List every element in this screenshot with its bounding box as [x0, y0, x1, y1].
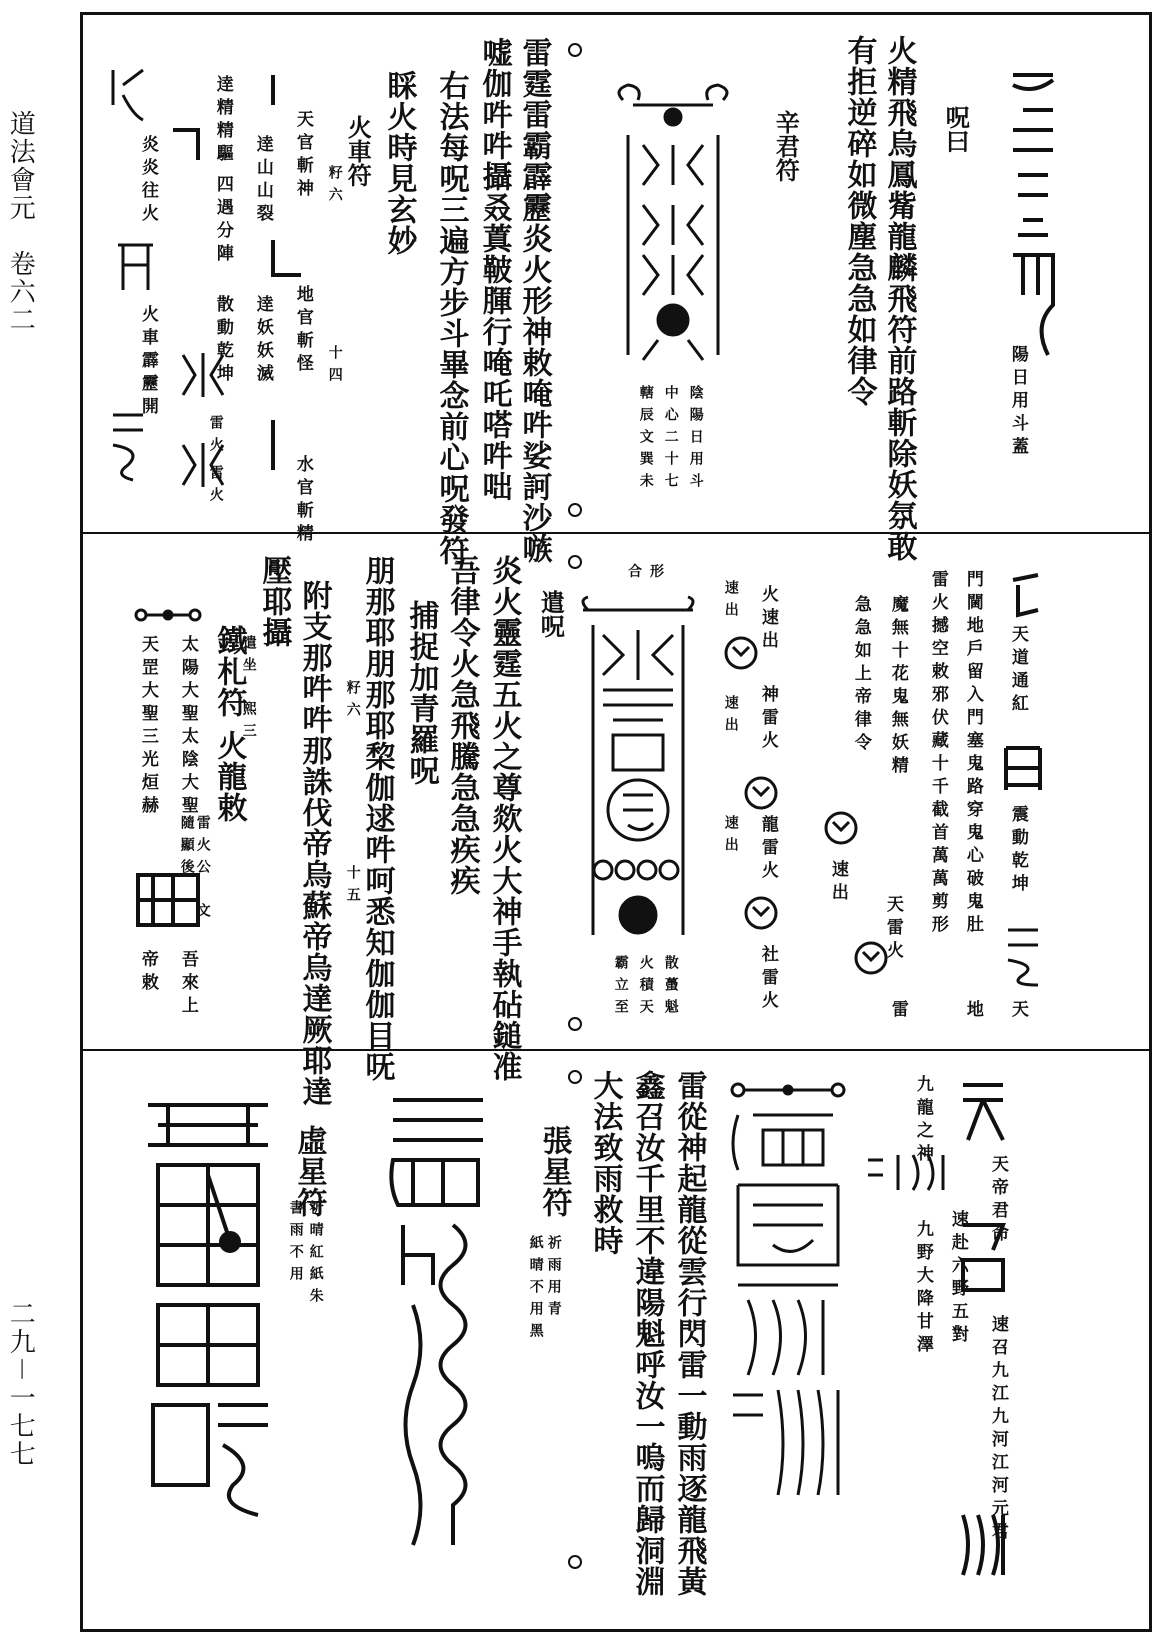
xinjun-talisman-title: 辛君符: [771, 110, 801, 182]
fire-seal-4: [743, 775, 779, 811]
tian-end-label: 天: [1007, 1000, 1028, 1023]
dot-chain-glyph: [133, 605, 203, 625]
xuxing-note: 祈晴紅紙朱: [307, 1200, 324, 1310]
tiezha-title-2: 火龍敕: [211, 730, 247, 823]
zhangxing-note: 祈雨用青: [545, 1235, 562, 1323]
huosu-label: 火速出: [757, 585, 778, 654]
fire-seal-1: [823, 810, 859, 846]
jiulong-label: 九龍之神: [912, 1075, 933, 1167]
di-end-label: 地: [962, 1000, 983, 1023]
tiezha-title: 鐵札符: [211, 625, 247, 718]
book-title: 道法會元 卷六二: [5, 110, 36, 334]
huoche-kai-label: 火車霹靂開: [137, 305, 158, 420]
liu-glyph: [863, 1150, 953, 1195]
xinjun-talisman: [603, 75, 743, 375]
diguan-label: 地官斬怪: [292, 285, 313, 377]
leihuo-label: 雷火: [207, 415, 224, 459]
taiyang-line: 太陽大聖太陰大聖: [177, 635, 198, 819]
spell-line-1: 雷霆雷霸霹靂炎火形神敕唵吽娑訶沙嗾: [516, 37, 552, 564]
river-glyph: [953, 1505, 1013, 1585]
ganliu-note: 籽六: [344, 680, 361, 724]
zhangxing-title: 張星符: [536, 1125, 572, 1218]
yinyang-col-1: 陰陽日用斗: [687, 385, 704, 495]
rain-talisman: [723, 1075, 853, 1515]
sufu-label: 速赴六野五對: [947, 1210, 968, 1348]
shuiguan-label: 水官斬精: [292, 455, 313, 547]
zhangxing-talisman: [383, 1085, 493, 1555]
spell-line-2: 嘘伽吽吽攝叒蒖鞁腪行唵吒嗒吽咄: [476, 37, 512, 502]
xuxing-talisman: [138, 1085, 278, 1545]
middle-right-glyph: [998, 740, 1048, 800]
xuxing-title: 虛星符: [291, 1125, 327, 1218]
yamo-line: 壓耶攝: [256, 555, 292, 648]
number-15: 十五: [344, 865, 361, 909]
peng-line: 朋那耶朋那耶棃伽逑吽呵悉知伽伽目呒: [359, 555, 395, 1082]
tian-glyph: [953, 1075, 1013, 1145]
jiji-line: 急急如上帝律令: [850, 595, 871, 756]
incantation-line-2: 有拒逆碎如微塵急急如律令: [841, 35, 877, 407]
mowu-line: 魔無十花鬼無妖精: [887, 595, 908, 779]
seal-caption: 陽日用斗蓋: [1007, 345, 1028, 460]
sun-dipper-seal-talisman: [1003, 55, 1063, 365]
lei-line-2: 鑫召汝千里不違陽魁呼汝一嗚而歸洞淵: [629, 1070, 665, 1597]
mountain-label: 逹山山裂: [252, 135, 273, 227]
huoche-talisman-title: 火車符: [343, 115, 373, 187]
gate-glyph: [113, 235, 158, 295]
wulai-line: 吾來上: [177, 950, 198, 1019]
leihuo-label-2: 雷火: [207, 465, 224, 509]
sheleihuo-label: 社雷火: [757, 945, 778, 1014]
yao-label: 逹妖妖滅: [252, 295, 273, 387]
tianleihuo-label: 天雷火: [882, 895, 903, 964]
yinyang-col-2: 中心二十七: [662, 385, 679, 495]
shape-col-3: 霸立至: [612, 955, 629, 1021]
stroke-glyph-2: [263, 235, 303, 285]
corner-glyph: [103, 65, 148, 125]
fuzhi-line: 附支那吽吽那誅伐帝烏蘇帝烏達厥耶達: [296, 580, 332, 1107]
spiral-glyph: [103, 405, 153, 485]
circle-mark-6: [568, 1555, 582, 1569]
fire-seal-3: [723, 635, 759, 671]
jiuye-label: 九野大降甘澤: [912, 1220, 933, 1358]
seal-glyph: [128, 865, 208, 935]
page-number: 二九－一七七: [5, 1300, 36, 1469]
qian-line-2: 吾律令火急飛騰急急疾疾: [444, 555, 480, 896]
shenleihuo-label: 神雷火: [757, 685, 778, 754]
circle-mark-3: [568, 555, 582, 569]
qian-line-1: 炎火靈霆五火之尊欻火大神手執砧鎚准: [486, 555, 522, 1082]
huoche-note: 籽六: [326, 165, 343, 209]
fire-seal-5: [743, 895, 779, 931]
sucu-3: 速出: [722, 815, 739, 859]
shape-col-1: 散蠆魁: [662, 955, 679, 1021]
stroke-glyph-3: [263, 415, 283, 475]
number-14: 十四: [326, 345, 343, 389]
yamo-note: 遣坐 熙三: [240, 635, 257, 745]
sandong-label: 散動乾坤: [212, 295, 233, 387]
spell-line-4: 睬火時見玄妙: [381, 70, 417, 256]
qian-title: 遣呪: [536, 590, 566, 638]
fire-glyph-2: [173, 435, 233, 495]
sujing-line: 速召九江九河江河元君: [987, 1315, 1008, 1545]
lei-line-3: 大法致雨救時: [587, 1070, 623, 1256]
circle-mark-2: [568, 503, 582, 517]
circle-mark-4: [568, 1017, 582, 1031]
longleihuo-label: 龍雷火: [757, 815, 778, 884]
stroke-glyph-1: [263, 70, 283, 110]
tiezha-note-2: 隨顯後: [178, 815, 195, 881]
menquan-line: 門閫地戶留入門塞鬼路穿鬼心破鬼肚: [962, 570, 983, 938]
incantation-title: 呪曰: [941, 105, 971, 153]
sucu-0: 速出: [722, 580, 739, 624]
circle-mark-5: [568, 1070, 582, 1084]
tiezha-note: 雷火公 文: [194, 815, 211, 925]
incantation-line-1: 火精飛烏鳳觜龍麟飛符前路斬除妖氛敢: [881, 35, 917, 562]
combined-shape-talisman: [573, 595, 703, 955]
page-frame: [80, 12, 1152, 1632]
shape-col-2: 火積天: [637, 955, 654, 1021]
panel-divider-1: [83, 532, 1149, 534]
fire-glyph-1: [173, 345, 233, 405]
yanyan-label: 炎炎往火: [137, 135, 158, 227]
buzhuo-title: 捕捉加青羅呪: [403, 600, 439, 786]
zhendong-label: 震動乾坤: [1007, 805, 1028, 897]
sucu-1: 速出: [827, 860, 848, 906]
leihuo-line: 雷火撼空敕邪伏藏十千截首萬萬剪形: [927, 570, 948, 938]
dichi-line: 帝敕: [137, 950, 158, 996]
tiandi-label: 天帝君命: [987, 1155, 1008, 1247]
jing-label: 逹精精驅: [212, 75, 233, 167]
siyu-label: 四遇分陣: [212, 175, 233, 267]
lower-right-glyph: [998, 920, 1048, 990]
tianguan-label: 天官斬神: [292, 110, 313, 202]
zhangxing-note-2: 紙晴不用黑: [527, 1235, 544, 1345]
top-right-glyph: [1003, 570, 1048, 620]
bracket-glyph: [168, 125, 203, 165]
yinyang-col-3: 轄辰文巽未: [637, 385, 654, 495]
panel-divider-2: [83, 1049, 1149, 1051]
spell-line-3: 右法每呪三遍方步斗畢念前心呪發符: [433, 70, 469, 566]
lei-line-1: 雷從神起龍從雲行閃雷一動雨逐龍飛黃: [671, 1070, 707, 1597]
xuxing-note-2: 書雨不用: [287, 1200, 304, 1288]
fire-seal-2: [853, 940, 889, 976]
shape-title: 合形: [628, 564, 672, 580]
circle-mark-1: [568, 43, 582, 57]
tian-col: 天道通紅: [1007, 625, 1028, 717]
lei-end-label: 雷: [887, 1000, 908, 1023]
sucu-2: 速出: [722, 695, 739, 739]
tianzhen-line: 天罡大聖三光烜赫: [137, 635, 158, 819]
